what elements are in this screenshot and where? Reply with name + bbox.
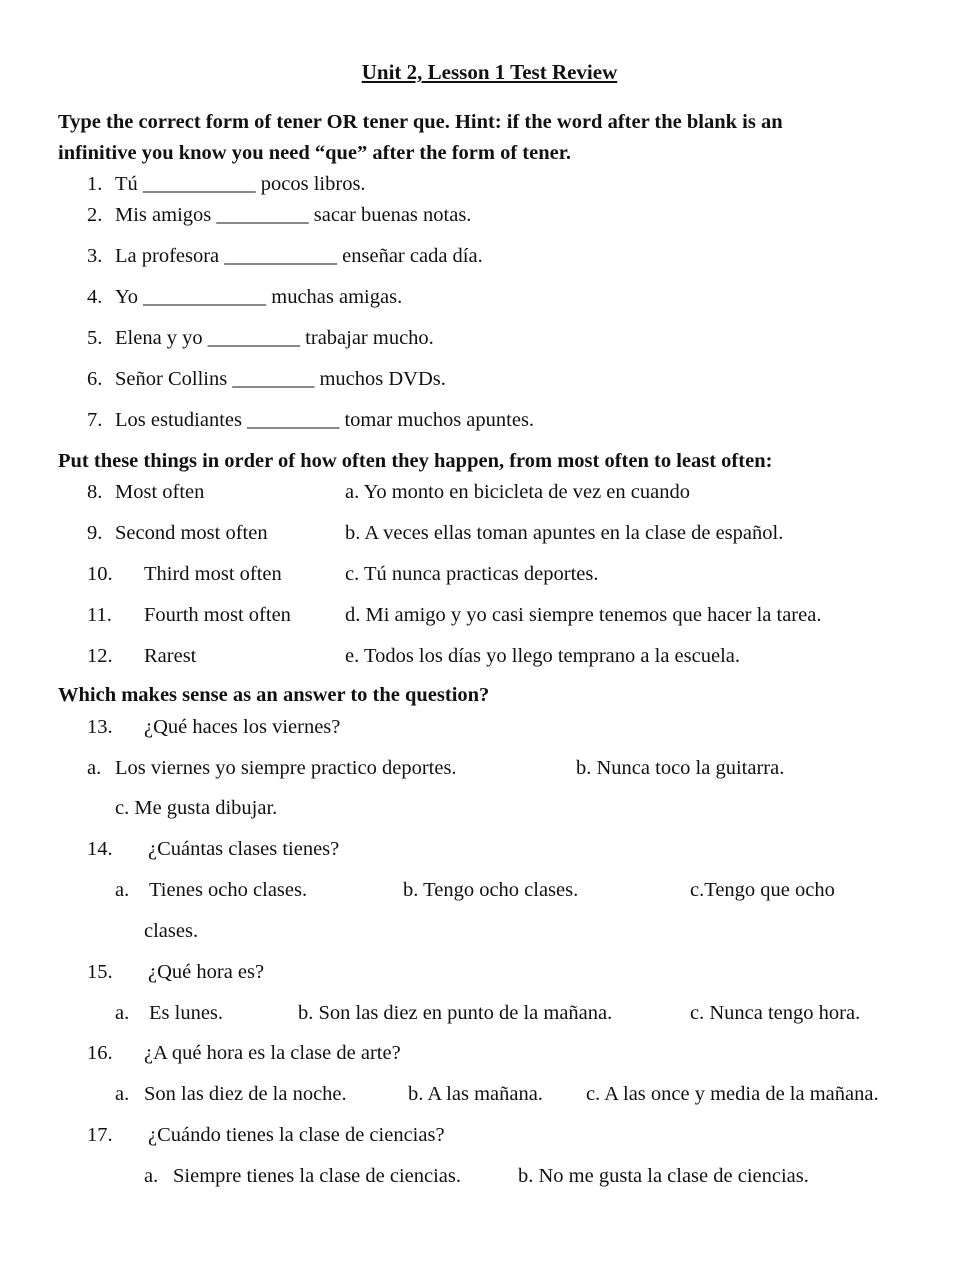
frequency-label: Fourth most often — [144, 604, 291, 626]
frequency-option: d. Mi amigo y yo casi siempre tenemos que hacer la tarea. — [345, 604, 822, 626]
frequency-option: c. Tú nunca practicas deportes. — [345, 563, 599, 585]
item-number: 7. — [87, 409, 103, 431]
frequency-label: Third most often — [144, 563, 282, 585]
item-number: 11. — [87, 604, 112, 626]
question-number: 14. — [87, 838, 113, 860]
section2-instructions: Put these things in order of how often they happen, from most often to least often: — [58, 450, 773, 472]
answer-option-a: Tienes ocho clases. — [149, 879, 308, 901]
frequency-option: b. A veces ellas toman apuntes en la clase de español. — [345, 522, 784, 544]
question-number: 15. — [87, 961, 113, 983]
answer-option-b: b. Tengo ocho clases. — [403, 879, 579, 901]
answer-option-c: c. A las once y media de la mañana. — [586, 1083, 879, 1105]
question-number: 16. — [87, 1042, 113, 1064]
question-number: 13. — [87, 716, 113, 738]
question-text: ¿Cuándo tienes la clase de ciencias? — [148, 1124, 445, 1146]
item-number: 1. — [87, 173, 103, 195]
answer-option-b: b. No me gusta la clase de ciencias. — [518, 1165, 809, 1187]
fill-blank-item: Mis amigos _________ sacar buenas notas. — [115, 204, 472, 226]
section1-instructions-line1: Type the correct form of tener OR tener que. Hint: if the word after the blank is an — [58, 111, 783, 133]
fill-blank-item: Elena y yo _________ trabajar mucho. — [115, 327, 434, 349]
question-number: 17. — [87, 1124, 113, 1146]
fill-blank-item: Señor Collins ________ muchos DVDs. — [115, 368, 446, 390]
page-title: Unit 2, Lesson 1 Test Review — [361, 60, 618, 84]
answer-option-c-continued: clases. — [144, 920, 199, 942]
answer-marker: a. — [87, 757, 102, 779]
answer-marker: a. — [144, 1165, 159, 1187]
item-number: 10. — [87, 563, 113, 585]
frequency-label: Second most often — [115, 522, 268, 544]
item-number: 12. — [87, 645, 113, 667]
fill-blank-item: Tú ___________ pocos libros. — [115, 173, 366, 195]
item-number: 2. — [87, 204, 103, 226]
item-number: 9. — [87, 522, 103, 544]
question-text: ¿Qué hora es? — [148, 961, 265, 983]
frequency-label: Rarest — [144, 645, 197, 667]
frequency-label: Most often — [115, 481, 205, 503]
item-number: 6. — [87, 368, 103, 390]
fill-blank-item: Yo ____________ muchas amigas. — [115, 286, 403, 308]
question-text: ¿A qué hora es la clase de arte? — [144, 1042, 401, 1064]
item-number: 3. — [87, 245, 103, 267]
section1-instructions-line2: infinitive you know you need “que” after the form of tener. — [58, 142, 572, 164]
answer-option-c: c.Tengo que ocho — [690, 879, 835, 901]
frequency-option: e. Todos los días yo llego temprano a la escuela. — [345, 645, 740, 667]
answer-option-b: b. Son las diez en punto de la mañana. — [298, 1002, 613, 1024]
answer-option-a: Son las diez de la noche. — [144, 1083, 347, 1105]
answer-option-b: b. Nunca toco la guitarra. — [576, 757, 785, 779]
item-number: 8. — [87, 481, 103, 503]
answer-marker: a. — [115, 1002, 130, 1024]
item-number: 5. — [87, 327, 103, 349]
answer-option-a: Es lunes. — [149, 1002, 224, 1024]
answer-option-b: b. A las mañana. — [408, 1083, 543, 1105]
answer-marker: a. — [115, 1083, 130, 1105]
answer-option-c: c. Me gusta dibujar. — [115, 797, 278, 819]
question-text: ¿Cuántas clases tienes? — [148, 838, 340, 860]
fill-blank-item: Los estudiantes _________ tomar muchos apuntes. — [115, 409, 535, 431]
fill-blank-item: La profesora ___________ enseñar cada día. — [115, 245, 483, 267]
frequency-option: a. Yo monto en bicicleta de vez en cuando — [345, 481, 690, 503]
answer-marker: a. — [115, 879, 130, 901]
item-number: 4. — [87, 286, 103, 308]
answer-option-a: Los viernes yo siempre practico deportes. — [115, 757, 457, 779]
section3-instructions: Which makes sense as an answer to the question? — [58, 684, 490, 706]
answer-option-a: Siempre tienes la clase de ciencias. — [173, 1165, 462, 1187]
question-text: ¿Qué haces los viernes? — [144, 716, 341, 738]
answer-option-c: c. Nunca tengo hora. — [690, 1002, 861, 1024]
